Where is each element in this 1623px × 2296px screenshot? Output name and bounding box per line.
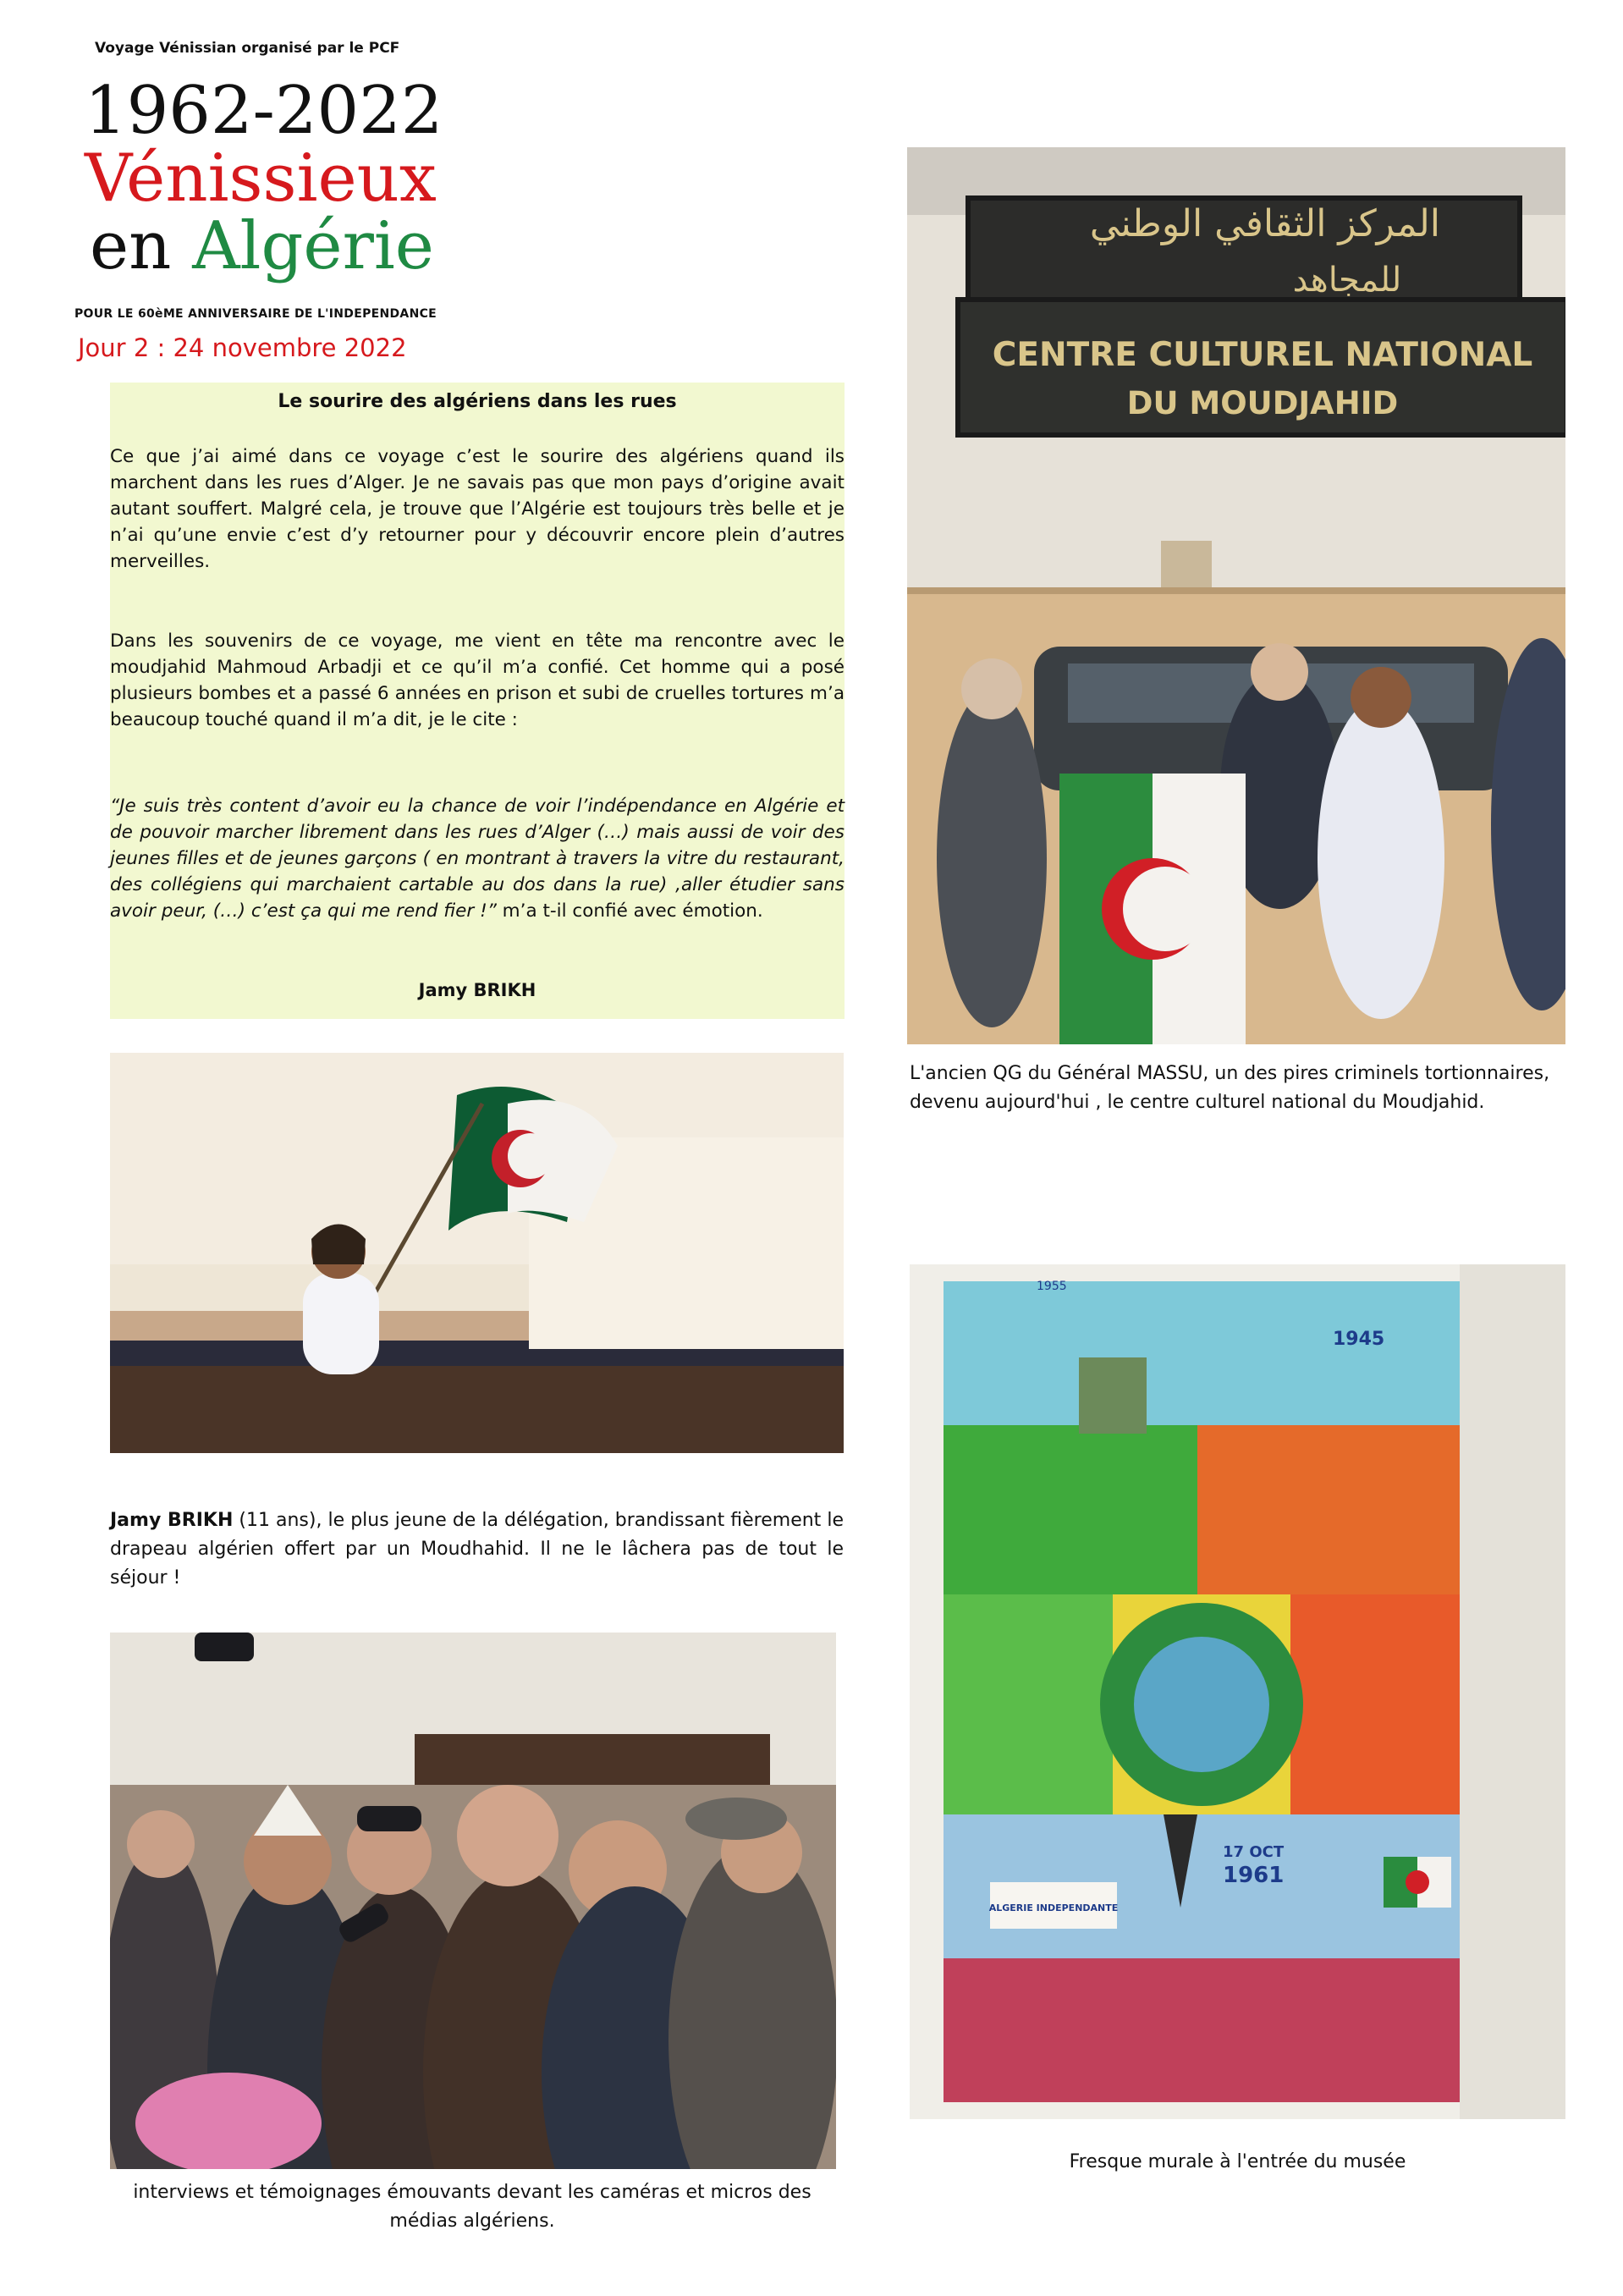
photo-interviews: [110, 1633, 836, 2169]
caption-fresque: Fresque murale à l'entrée du musée: [1069, 2151, 1406, 2172]
fresque-date-4: 1961: [1223, 1863, 1285, 1888]
photo-centre-culturel: [907, 147, 1565, 1044]
top-note: Voyage Vénissian organisé par le PCF: [95, 40, 400, 57]
title-country: Algérie: [192, 208, 434, 284]
fresque-date-1: 1955: [1037, 1280, 1067, 1293]
sign-french-1: CENTRE CULTUREL NATIONAL: [992, 336, 1533, 374]
photo-fresque-murale: [910, 1264, 1565, 2119]
caption-jamy-name: Jamy BRIKH: [110, 1510, 234, 1531]
sign-arabic-2: للمجاهد: [1292, 261, 1402, 300]
article-box: [110, 383, 845, 1019]
sign-french-2: DU MOUDJAHID: [1126, 385, 1399, 421]
title-years: 1962-2022: [85, 73, 443, 149]
subtitle: POUR LE 60èME ANNIVERSAIRE DE L'INDEPENDANCE: [74, 307, 437, 321]
article-paragraph-2: Dans les souvenirs de ce voyage, me vient en tête ma rencontre avec le moudjahid Mahmoud Arbadji et ce qu’il m’a confié. Cet homme qui a posé plusieurs bombes et a passé 6 années en prison et subi de cruelles tortures m’a beaucoup touché quand il m’a dit, je le cite :: [110, 630, 845, 730]
title-country-line: [90, 208, 434, 284]
caption-jamy-text: (11 ans), le plus jeune de la délégation, brandissant fièrement le drapeau algérien offert par un Moudhahid. Il ne le lâchera pas de tout le séjour !: [110, 1510, 844, 1588]
quote-tail: m’a t-il confié avec émotion.: [496, 900, 763, 922]
article-quote: [110, 793, 845, 924]
article-paragraph-1: Ce que j’ai aimé dans ce voyage c’est le sourire des algériens quand ils marchent dans les rues d’Alger. Je ne savais pas que mon pays d’origine avait autant souffert. Malgré cela, je trouve que l’Algérie est toujours très belle et je n’ai qu’une envie c’est d’y retourner pour y découvrir encore plein d’autres merveilles.: [110, 446, 845, 572]
article-signature: Jamy BRIKH: [418, 980, 536, 1000]
fresque-date-2: 1945: [1333, 1329, 1385, 1350]
photo-jamy-flag: [110, 1053, 844, 1453]
sign-arabic-1: المركز الثقافي الوطني: [1089, 202, 1440, 245]
quote-text: “Je suis très content d’avoir eu la chance de voir l’indépendance en Algérie et de pouvoir marcher librement dans les rues d’Alger (…) mais aussi de voir des jeunes filles et de jeunes garçons ( en montrant à travers la vitre du restaurant, des collégiens qui marchaient cartable au dos dans la rue) ,aller étudier sans avoir peur, (…) c’est ça qui me rend fier !”: [110, 796, 845, 922]
title-en: en: [90, 208, 172, 284]
caption-interviews: interviews et témoignages émouvants devant les caméras et micros des médias algériens.: [133, 2182, 812, 2232]
article-title: Le sourire des algériens dans les rues: [278, 391, 677, 412]
title-city: Vénissieux: [85, 140, 437, 217]
fresque-date-3: 17 OCT: [1223, 1843, 1285, 1861]
caption-jamy: [110, 1506, 844, 1593]
day-line: Jour 2 : 24 novembre 2022: [78, 333, 407, 362]
caption-centre-culturel: L'ancien QG du Général MASSU, un des pires criminels tortionnaires, devenu aujourd'hui , le centre culturel national du Moudjahid.: [910, 1063, 1550, 1113]
fresque-banner: ALGERIE INDEPENDANTE: [988, 1902, 1119, 1913]
